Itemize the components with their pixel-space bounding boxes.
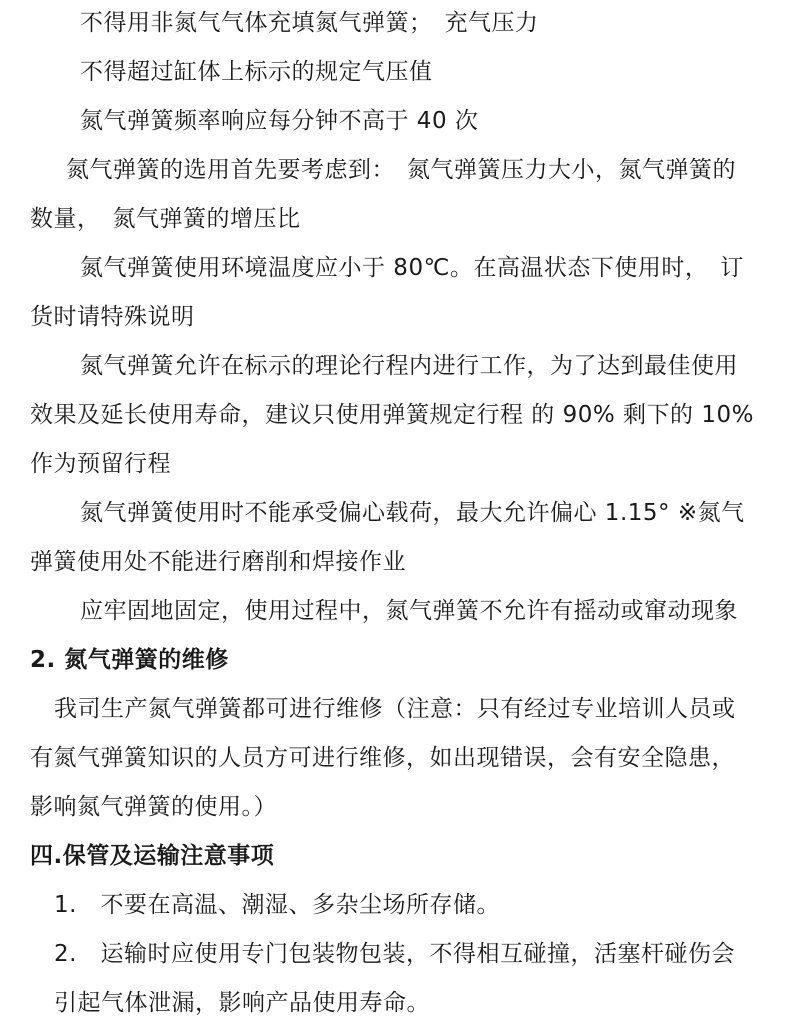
- text-line-9: 效果及延长使用寿命，建议只使用弹簧规定行程 的 90% 剩下的 10%: [30, 402, 754, 428]
- text-line-5: 数量， 氮气弹簧的增压比: [30, 206, 301, 232]
- text-line-15: 我司生产氮气弹簧都可进行维修（注意：只有经过专业培训人员或: [54, 696, 736, 722]
- text-line-2: 不得超过缸体上标示的规定气压值: [80, 59, 433, 85]
- text-line-4: 氮气弹簧的选用首先要考虑到： 氮气弹簧压力大小，氮气弹簧的: [66, 157, 736, 183]
- text-line-7: 货时请特殊说明: [30, 304, 195, 330]
- list-item-2: 2. 运输时应使用专门包装物包装，不得相互碰撞，活塞杆碰伤会: [54, 941, 735, 967]
- text-line-8: 氮气弹簧允许在标示的理论行程内进行工作，为了达到最佳使用: [80, 353, 738, 379]
- section-heading-maintenance: 2. 氮气弹簧的维修: [30, 647, 229, 673]
- text-line-17: 影响氮气弹簧的使用。）: [30, 794, 277, 820]
- list-item-2-continued: 引起气体泄漏，影响产品使用寿命。: [54, 990, 430, 1016]
- text-line-6: 氮气弹簧使用环境温度应小于 80℃。在高温状态下使用时， 订: [80, 255, 744, 281]
- text-line-13: 应牢固地固定，使用过程中，氮气弹簧不允许有摇动或窜动现象: [80, 598, 738, 624]
- text-line-1: 不得用非氮气气体充填氮气弹簧； 充气压力: [80, 10, 539, 36]
- text-line-16: 有氮气弹簧知识的人员方可进行维修，如出现错误，会有安全隐患，: [30, 745, 735, 771]
- text-line-12: 弹簧使用处不能进行磨削和焊接作业: [30, 549, 406, 575]
- text-line-10: 作为预留行程: [30, 451, 171, 477]
- list-item-1: 1. 不要在高温、潮湿、多杂尘场所存储。: [54, 892, 500, 918]
- section-heading-storage: 四.保管及运输注意事项: [30, 843, 275, 869]
- text-line-3: 氮气弹簧频率响应每分钟不高于 40 次: [80, 108, 479, 134]
- text-line-11: 氮气弹簧使用时不能承受偏心载荷，最大允许偏心 1.15° ※氮气: [80, 500, 745, 526]
